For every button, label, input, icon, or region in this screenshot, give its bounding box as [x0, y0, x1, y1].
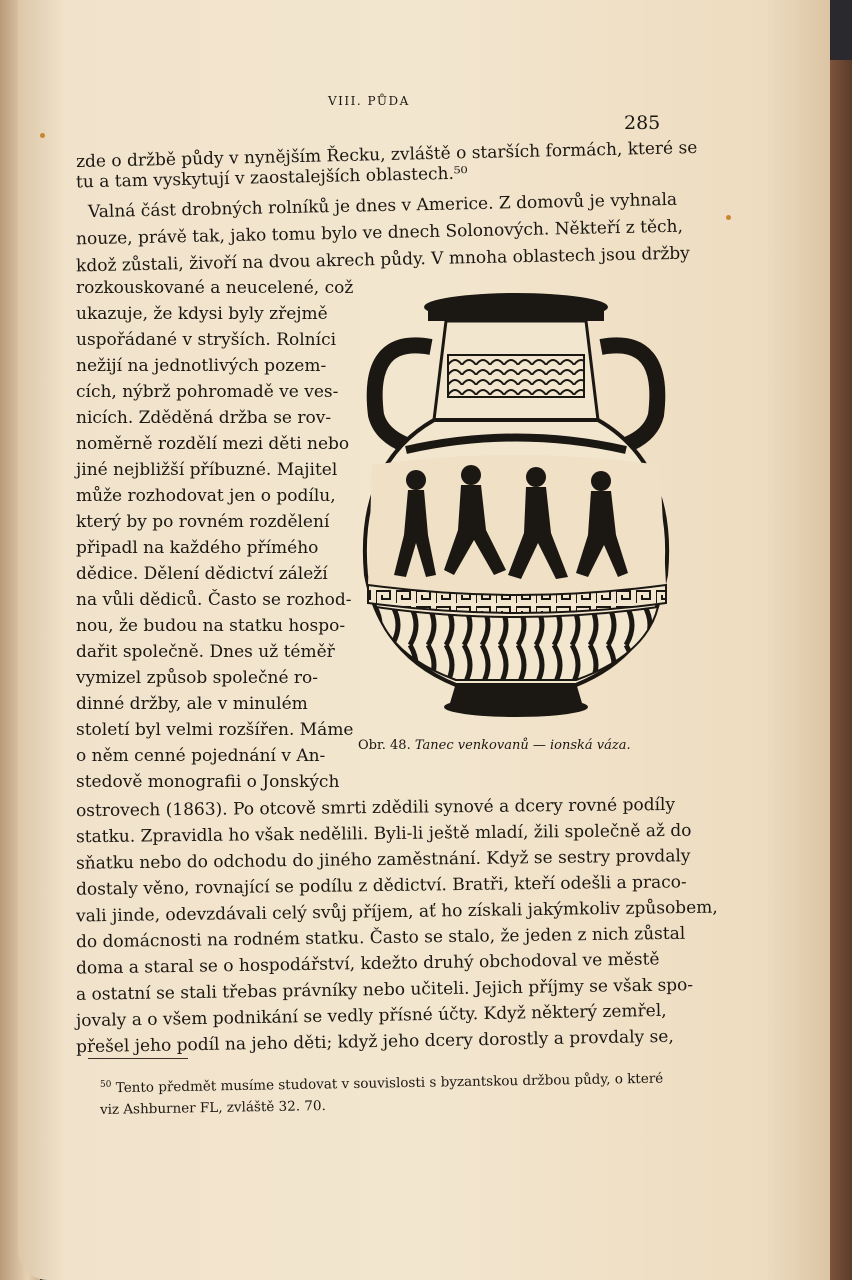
- text-line: Valná část drobných rolníků je dnes v Americe. Z domovů je vyhnala: [87, 189, 678, 223]
- footnote-number: 50: [99, 1079, 112, 1090]
- text-line: jiné nejbližší příbuzné. Majitel: [76, 460, 338, 480]
- text-line: statku. Zpravidla ho však nedělili. Byli-li ještě mladí, žili společně až do: [75, 820, 692, 848]
- text-line: a ostatní se stali třebas právníky nebo učiteli. Jejich příjmy se však spo-: [75, 975, 694, 1005]
- text-line: uspořádané v stryších. Rolníci: [76, 330, 337, 350]
- paper-spot: [40, 133, 45, 138]
- text-line: dědice. Dělení dědictví záleží: [76, 564, 328, 584]
- vase-illustration: [336, 285, 696, 725]
- figure-caption: [358, 738, 631, 753]
- text-line: cích, nýbrž pohromadě ve ves-: [76, 382, 339, 402]
- text-line: tu a tam vyskytují v zaostalejších oblastech.⁵⁰: [75, 163, 468, 193]
- figure-title: Tanec venkovanů — ionská váza.: [414, 738, 631, 753]
- text-line: noměrně rozdělí mezi děti nebo: [76, 434, 350, 454]
- footnote-text: Tento předmět musíme studovat v souvislosti s byzantskou držbou půdy, o které: [115, 1070, 664, 1097]
- text-line: do domácnosti na rodném statku. Často se stalo, že jeden z nich zůstal: [75, 923, 686, 953]
- text-line: dostaly věno, rovnající se podílu z dědictví. Bratři, kteří odešli a praco-: [75, 872, 687, 900]
- text-line: nežijí na jednotlivých pozem-: [76, 356, 327, 376]
- text-line: zde o držbě půdy v nynějším Řecku, zvláště o starších formách, které se: [75, 137, 698, 173]
- text-line: nou, že budou na statku hospo-: [76, 616, 346, 636]
- text-line: sňatku nebo do odchodu do jiného zaměstnání. Když se sestry provdaly: [75, 846, 691, 874]
- page-number: 285: [624, 112, 661, 134]
- footnote-line: viz Ashburner FL, zvláště 32. 70.: [99, 1098, 326, 1118]
- text-line: přešel jeho podíl na jeho děti; když jeho dcery dorostly a provdaly se,: [75, 1026, 674, 1058]
- text-line: připadl na každého přímého: [76, 538, 319, 558]
- text-line: doma a staral se o hospodářství, kdežto druhý obchodoval ve městě: [75, 949, 660, 979]
- paper-spot: [726, 215, 731, 220]
- text-line: ostrovech (1863). Po otcově smrti zdědili synové a dcery rovné podíly: [75, 794, 676, 822]
- footnote-line: [100, 1070, 663, 1096]
- text-line: ukazuje, že kdysi byly zřejmě: [76, 304, 328, 324]
- text-line: dinné držby, ale v minulém: [76, 694, 308, 714]
- text-line: nouze, právě tak, jako tomu bylo ve dnech Solonových. Někteří z těch,: [75, 216, 684, 250]
- text-line: o něm cenné pojednání v An-: [76, 746, 326, 766]
- book-page: [18, 0, 830, 1280]
- text-line: může rozhodovat jen o podílu,: [76, 486, 336, 506]
- text-line: vali jinde, odevzdávali celý svůj příjem, ať ho získali jakýmkoliv způsobem,: [75, 897, 718, 927]
- text-line: dařit společně. Dnes už téměř: [76, 642, 335, 662]
- text-line: jovaly a o všem podnikání se vedly přísné účty. Když některý zemřel,: [75, 1000, 667, 1032]
- text-line: století byl velmi rozšířen. Máme: [76, 720, 354, 740]
- text-line: vymizel způsob společné ro-: [76, 668, 319, 688]
- figure-label: Obr. 48.: [358, 738, 411, 753]
- footnote-rule: [88, 1058, 188, 1059]
- text-line: kdož zůstali, živoří na dvou akrech půdy. V mnoha oblastech jsou držby: [75, 243, 691, 277]
- text-line: stedově monografii o Jonských: [76, 772, 340, 792]
- text-line: rozkouskované a neucelené, což: [76, 278, 354, 298]
- text-line: na vůli dědiců. Často se rozhod-: [76, 590, 352, 610]
- text-line: nicích. Zděděná držba se rov-: [76, 408, 332, 428]
- running-head: VIII. PŮDA: [328, 94, 410, 108]
- text-line: který by po rovném rozdělení: [76, 512, 330, 532]
